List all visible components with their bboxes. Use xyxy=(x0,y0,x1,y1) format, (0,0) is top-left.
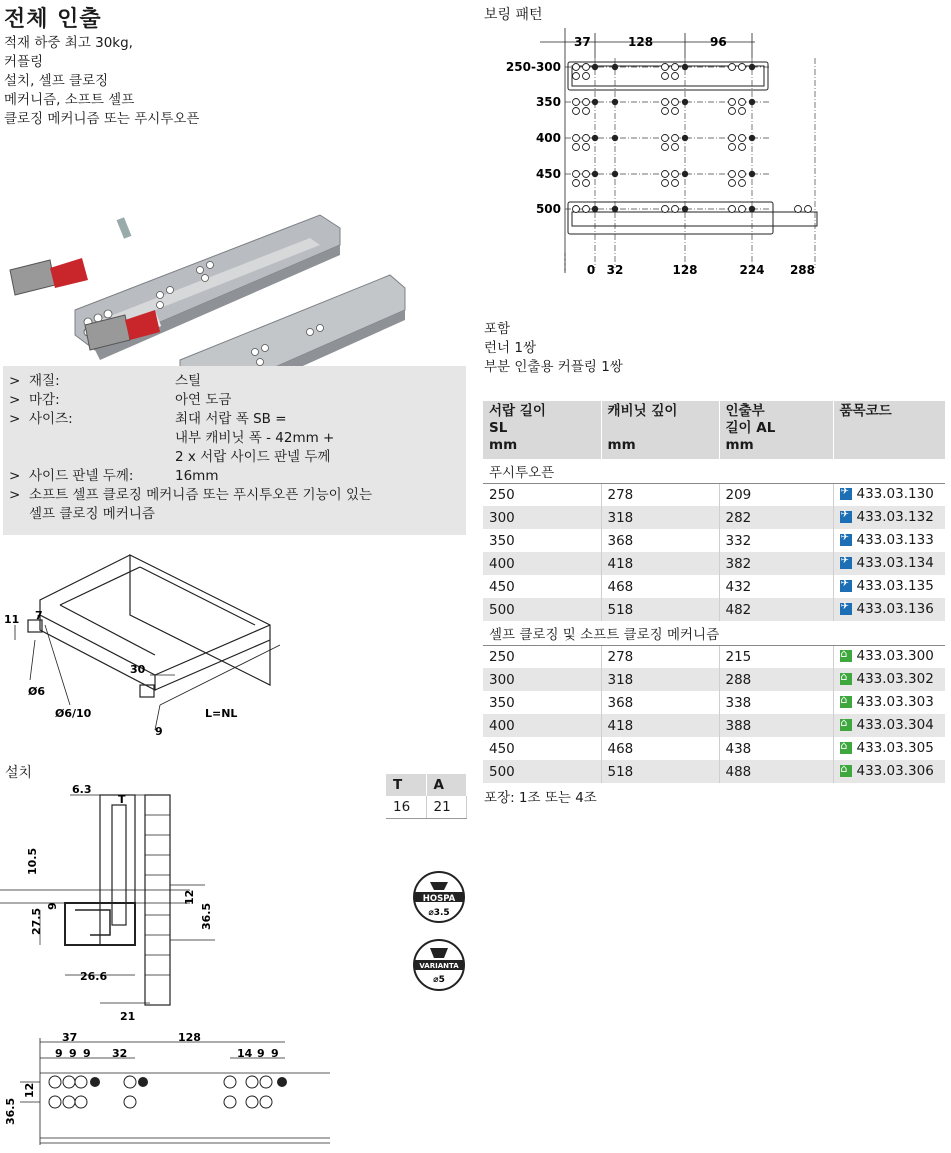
varianta-logo xyxy=(414,940,464,990)
item-code-link[interactable] xyxy=(840,740,934,756)
item-code-cell xyxy=(833,668,945,691)
cabinet-depth-cell: 318 xyxy=(601,668,719,691)
cabinet-depth-cell: 368 xyxy=(601,529,719,552)
spec-row-size-cont: 내부 캐비닛 폭 - 42mm + xyxy=(175,430,335,446)
dim-7: 7 xyxy=(35,609,43,622)
product-table-header xyxy=(483,401,945,459)
hole-dim-128: 128 xyxy=(178,1031,201,1044)
svg-text:⌀3.5: ⌀3.5 xyxy=(428,908,450,918)
included-section xyxy=(484,320,623,377)
cabinet-depth-cell: 518 xyxy=(601,598,719,621)
group-header-row xyxy=(483,459,945,483)
cabinet-depth-cell: 468 xyxy=(601,575,719,598)
ta-header-t: T xyxy=(386,774,426,796)
extension-length-cell: 215 xyxy=(719,645,833,668)
cabinet-depth-cell: 278 xyxy=(601,645,719,668)
boring-row-350: 350 xyxy=(535,95,561,109)
description-line: 커플링 xyxy=(4,54,44,70)
item-code: 433.03.305 xyxy=(856,739,934,756)
shipping-icon xyxy=(840,534,852,546)
drawer-length-cell: 350 xyxy=(483,691,601,714)
item-code-link[interactable] xyxy=(840,717,934,733)
drawer-length-cell: 250 xyxy=(483,483,601,506)
item-code-cell xyxy=(833,691,945,714)
hole-dim-9c: 9 xyxy=(83,1047,91,1060)
boring-bottom-dim-0: 0 xyxy=(586,263,596,277)
hole-dim-37: 37 xyxy=(62,1031,78,1044)
drawer-length-cell: 300 xyxy=(483,668,601,691)
extension-length-cell: 288 xyxy=(719,668,833,691)
table-row xyxy=(483,691,945,714)
item-code: 433.03.132 xyxy=(856,508,934,525)
boring-top-dim-96: 96 xyxy=(710,35,727,49)
item-code: 433.03.306 xyxy=(856,762,934,779)
item-code: 433.03.135 xyxy=(856,577,934,594)
header-item-code: 품목코드 xyxy=(833,401,945,459)
hole-pattern-drawing xyxy=(0,1030,340,1150)
table-row xyxy=(483,760,945,783)
boring-bottom-dim-128: 128 xyxy=(672,263,698,277)
included-title: 포함 xyxy=(484,321,511,337)
item-code-link[interactable] xyxy=(840,601,934,617)
hole-dim-9b: 9 xyxy=(69,1047,77,1060)
cabinet-depth-cell: 418 xyxy=(601,714,719,737)
item-code-cell xyxy=(833,645,945,668)
drawer-length-cell: 450 xyxy=(483,737,601,760)
table-row xyxy=(483,598,945,621)
item-code: 433.03.133 xyxy=(856,531,934,548)
shipping-icon xyxy=(840,511,852,523)
dim-hole-6-10: Ø6/10 xyxy=(55,707,92,720)
extension-length-cell: 438 xyxy=(719,737,833,760)
group-name: 셀프 클로징 및 소프트 클로징 메커니즘 xyxy=(483,621,945,645)
ta-header-a: A xyxy=(426,774,466,796)
drawer-length-cell: 350 xyxy=(483,529,601,552)
ta-value-t: 16 xyxy=(386,796,426,818)
stock-icon xyxy=(840,742,852,754)
description-line: 적재 하중 최고 30kg, xyxy=(4,35,133,51)
shipping-icon xyxy=(840,557,852,569)
extension-length-cell: 488 xyxy=(719,760,833,783)
svg-text:HOSPA: HOSPA xyxy=(422,894,456,904)
boring-row-400: 400 xyxy=(535,131,561,145)
dim-9-install: 9 xyxy=(46,902,59,910)
item-code-link[interactable] xyxy=(840,763,934,779)
hole-dim-36-5: 36.5 xyxy=(4,1097,17,1125)
boring-row-500: 500 xyxy=(535,202,561,216)
extension-length-cell: 482 xyxy=(719,598,833,621)
group-name: 푸시투오픈 xyxy=(483,459,945,483)
dim-36-5-install: 36.5 xyxy=(200,902,213,930)
drawer-length-cell: 300 xyxy=(483,506,601,529)
item-code-cell xyxy=(833,760,945,783)
hole-dim-12: 12 xyxy=(23,1082,36,1098)
packaging-note: 포장: 1조 또는 4조 xyxy=(484,790,597,806)
included-item: 런너 1쌍 xyxy=(484,340,537,356)
dim-9: 9 xyxy=(155,725,163,738)
stock-icon xyxy=(840,696,852,708)
spec-row-finish: > 마감: 아연 도금 xyxy=(9,392,232,408)
dim-27-5: 27.5 xyxy=(30,907,43,935)
item-code: 433.03.302 xyxy=(856,670,934,687)
table-row xyxy=(483,552,945,575)
extension-length-cell: 432 xyxy=(719,575,833,598)
description-line: 설치, 셀프 클로징 xyxy=(4,73,109,89)
hole-dim-32: 32 xyxy=(112,1047,128,1060)
stock-icon xyxy=(840,650,852,662)
item-code-cell xyxy=(833,483,945,506)
dim-length-nl: L=NL xyxy=(205,707,238,720)
dim-21: 21 xyxy=(120,1010,136,1023)
dim-6-3: 6.3 xyxy=(72,783,92,796)
item-code-link[interactable] xyxy=(840,648,934,664)
boring-bottom-dim-224: 224 xyxy=(739,263,765,277)
dim-30: 30 xyxy=(130,663,146,676)
drawer-length-cell: 500 xyxy=(483,598,601,621)
runner-product-image xyxy=(0,110,470,360)
description-line: 메커니즘, 소프트 셀프 xyxy=(4,92,135,108)
boring-pattern-title: 보링 패턴 xyxy=(484,7,543,23)
item-code-link[interactable] xyxy=(840,671,934,687)
item-code: 433.03.300 xyxy=(856,647,934,664)
table-row xyxy=(483,483,945,506)
spec-row-mechanism: > 소프트 셀프 클로징 메커니즘 또는 푸시투오픈 기능이 있는 xyxy=(9,487,373,503)
item-code-cell xyxy=(833,737,945,760)
item-code-cell xyxy=(833,552,945,575)
drawer-length-cell: 400 xyxy=(483,552,601,575)
table-row xyxy=(483,714,945,737)
item-code-link[interactable] xyxy=(840,486,934,502)
stock-icon xyxy=(840,719,852,731)
system-logos xyxy=(412,870,470,995)
drawer-dimension-drawing xyxy=(0,545,470,750)
spec-row-size: > 사이즈: 최대 서랍 폭 SB = xyxy=(9,411,287,427)
header-cabinet-depth: 캐비닛 깊이 mm xyxy=(601,401,719,459)
cabinet-depth-cell: 468 xyxy=(601,737,719,760)
table-row xyxy=(483,645,945,668)
shipping-icon xyxy=(840,603,852,615)
item-code-cell xyxy=(833,575,945,598)
extension-length-cell: 338 xyxy=(719,691,833,714)
header-extension-length: 인출부 길이 AL mm xyxy=(719,401,833,459)
extension-length-cell: 282 xyxy=(719,506,833,529)
spec-row-panel-thickness: > 사이드 판넬 두께: 16mm xyxy=(9,468,219,484)
item-code-cell xyxy=(833,529,945,552)
item-code-cell xyxy=(833,506,945,529)
hole-dim-14: 14 xyxy=(237,1047,253,1060)
stock-icon xyxy=(840,673,852,685)
specifications-panel xyxy=(3,366,466,535)
hospa-logo xyxy=(414,872,464,922)
stock-icon xyxy=(840,765,852,777)
item-code-link[interactable] xyxy=(840,509,934,525)
cabinet-depth-cell: 518 xyxy=(601,760,719,783)
drawer-length-cell: 250 xyxy=(483,645,601,668)
drawer-length-cell: 450 xyxy=(483,575,601,598)
spec-row-mechanism-cont: 셀프 클로징 메커니즘 xyxy=(29,506,155,522)
dim-T: T xyxy=(118,793,126,806)
boring-pattern-drawing xyxy=(480,28,815,283)
shipping-icon xyxy=(840,580,852,592)
ta-value-a: 21 xyxy=(426,796,466,818)
spec-row-material: > 재질: 스틸 xyxy=(9,373,202,389)
hole-dim-9a: 9 xyxy=(55,1047,63,1060)
extension-length-cell: 382 xyxy=(719,552,833,575)
boring-top-dim-128: 128 xyxy=(628,35,654,49)
item-code-link[interactable] xyxy=(840,555,934,571)
drawer-length-cell: 500 xyxy=(483,760,601,783)
description-line: 클로징 메커니즘 또는 푸시투오픈 xyxy=(4,111,200,127)
header-drawer-length: 서랍 길이 SL mm xyxy=(483,401,601,459)
cabinet-depth-cell: 368 xyxy=(601,691,719,714)
cabinet-depth-cell: 278 xyxy=(601,483,719,506)
boring-top-dim-37: 37 xyxy=(574,35,591,49)
dim-11: 11 xyxy=(4,613,20,626)
item-code: 433.03.136 xyxy=(856,600,934,617)
svg-text:VARIANTA: VARIANTA xyxy=(419,962,459,970)
install-section-drawing xyxy=(0,785,380,1030)
item-code-link[interactable] xyxy=(840,532,934,548)
table-row xyxy=(483,506,945,529)
table-row xyxy=(483,575,945,598)
extension-length-cell: 388 xyxy=(719,714,833,737)
item-code: 433.03.134 xyxy=(856,554,934,571)
table-row xyxy=(483,529,945,552)
item-code: 433.03.304 xyxy=(856,716,934,733)
item-code: 433.03.130 xyxy=(856,485,934,502)
shipping-icon xyxy=(840,488,852,500)
extension-length-cell: 209 xyxy=(719,483,833,506)
table-row xyxy=(483,737,945,760)
cabinet-depth-cell: 418 xyxy=(601,552,719,575)
product-table xyxy=(483,401,945,783)
item-code-link[interactable] xyxy=(840,578,934,594)
hole-dim-9d: 9 xyxy=(257,1047,265,1060)
item-code-cell xyxy=(833,598,945,621)
boring-row-250-300: 250-300 xyxy=(505,60,561,74)
page-title: 전체 인출 xyxy=(4,7,102,32)
item-code-link[interactable] xyxy=(840,694,934,710)
cabinet-depth-cell: 318 xyxy=(601,506,719,529)
svg-text:⌀5: ⌀5 xyxy=(433,975,445,985)
dim-hole-6: Ø6 xyxy=(28,685,46,698)
spec-row-size-cont: 2 x 서랍 사이드 판넬 두께 xyxy=(175,449,331,465)
ta-table xyxy=(386,774,467,819)
dim-10-5: 10.5 xyxy=(26,847,39,875)
included-item: 부분 인출용 커플링 1쌍 xyxy=(484,359,623,375)
item-code: 433.03.303 xyxy=(856,693,934,710)
group-header-row xyxy=(483,621,945,645)
extension-length-cell: 332 xyxy=(719,529,833,552)
boring-bottom-dim-288: 288 xyxy=(789,263,815,277)
boring-row-450: 450 xyxy=(535,167,561,181)
dim-12-install: 12 xyxy=(183,889,196,905)
drawer-length-cell: 400 xyxy=(483,714,601,737)
install-label: 설치 xyxy=(5,765,33,781)
dim-26-6: 26.6 xyxy=(80,970,108,983)
table-row xyxy=(483,668,945,691)
boring-bottom-dim-32: 32 xyxy=(606,263,624,277)
item-code-cell xyxy=(833,714,945,737)
hole-dim-9e: 9 xyxy=(271,1047,279,1060)
